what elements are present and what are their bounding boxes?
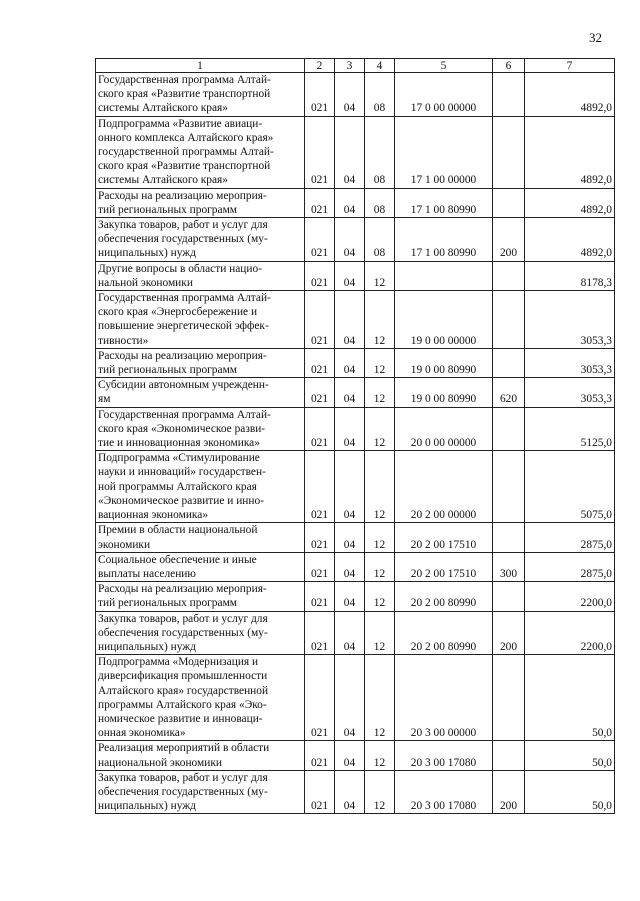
table-row (96, 523, 615, 552)
code-subsection: 12 (365, 770, 395, 814)
code-section: 04 (335, 218, 365, 262)
column-header: 2 (305, 59, 335, 73)
amount: 4892,0 (525, 218, 615, 262)
code-expense-type (493, 655, 525, 741)
code-section: 04 (335, 378, 365, 407)
code-target: 20 2 00 80990 (395, 582, 493, 611)
row-name (96, 552, 305, 581)
code-target: 17 1 00 80990 (395, 218, 493, 262)
row-name-line: Государственная программа Алтай- (98, 408, 271, 421)
code-expense-type (493, 523, 525, 552)
row-name-line: Расходы на реализацию мероприя- (98, 349, 267, 362)
code-section: 04 (335, 741, 365, 770)
code-admin: 021 (305, 378, 335, 407)
row-name-line: ского края «Развитие транспортной (98, 160, 271, 173)
table-row (96, 611, 615, 655)
amount: 2875,0 (525, 523, 615, 552)
row-name-line: ниципальных) нужд (98, 247, 196, 260)
code-admin: 021 (305, 770, 335, 814)
row-name-line: Закупка товаров, работ и услуг для (98, 771, 268, 784)
row-name-line: Расходы на реализацию мероприя- (98, 583, 267, 596)
code-admin: 021 (305, 407, 335, 451)
table-row (96, 552, 615, 581)
row-name-line: тивности» (98, 334, 149, 347)
column-header: 7 (525, 59, 615, 73)
row-name (96, 582, 305, 611)
code-admin: 021 (305, 451, 335, 523)
code-expense-type (493, 741, 525, 770)
code-target: 20 2 00 17510 (395, 523, 493, 552)
amount: 2200,0 (525, 611, 615, 655)
row-name-line: ского края «Энергосбережение и (98, 306, 258, 319)
code-subsection: 12 (365, 741, 395, 770)
column-header-row (96, 59, 615, 73)
row-name-line: тий региональных программ (98, 364, 237, 377)
code-admin: 021 (305, 741, 335, 770)
table-row (96, 378, 615, 407)
row-name (96, 407, 305, 451)
code-subsection: 12 (365, 611, 395, 655)
table-row (96, 291, 615, 349)
code-subsection: 12 (365, 291, 395, 349)
row-name-line: Государственная программа Алтай- (98, 74, 271, 86)
table-row (96, 348, 615, 377)
code-section: 04 (335, 611, 365, 655)
code-admin: 021 (305, 582, 335, 611)
row-name-line: онного комплекса Алтайского края» (98, 131, 274, 144)
budget-table (95, 58, 615, 814)
code-section: 04 (335, 261, 365, 290)
row-name-line: нальной экономики (98, 276, 193, 289)
column-header: 1 (96, 59, 305, 73)
row-name-line: Закупка товаров, работ и услуг для (98, 219, 268, 232)
row-name-line: онная экономика» (98, 727, 186, 740)
row-name-line: выплаты населению (98, 567, 196, 580)
amount: 5125,0 (525, 407, 615, 451)
table-row (96, 116, 615, 188)
code-expense-type (493, 73, 525, 117)
row-name-line: ского края «Развитие транспортной (98, 88, 271, 101)
code-subsection: 12 (365, 261, 395, 290)
code-subsection: 12 (365, 582, 395, 611)
row-name-line: национальной экономики (98, 756, 222, 769)
code-admin: 021 (305, 261, 335, 290)
code-subsection: 08 (365, 116, 395, 188)
row-name-line: ского края «Экономическое разви- (98, 422, 266, 435)
table-row (96, 218, 615, 262)
code-admin: 021 (305, 655, 335, 741)
row-name-line: программы Алтайского края «Эко- (98, 698, 267, 711)
table-row (96, 261, 615, 290)
code-section: 04 (335, 348, 365, 377)
code-subsection: 08 (365, 188, 395, 217)
code-target: 19 0 00 80990 (395, 348, 493, 377)
row-name (96, 188, 305, 217)
row-name (96, 261, 305, 290)
row-name-line: ной программы Алтайского края (98, 480, 257, 493)
code-expense-type: 200 (493, 611, 525, 655)
row-name-line: системы Алтайского края» (98, 174, 228, 187)
row-name-line: обеспечения государственных (му- (98, 785, 268, 798)
row-name-line: Подпрограмма «Развитие авиаци- (98, 117, 263, 130)
row-name-line: ниципальных) нужд (98, 800, 196, 813)
row-name-line: номическое развитие и инноваци- (98, 712, 263, 725)
code-target: 17 1 00 80990 (395, 188, 493, 217)
code-admin: 021 (305, 348, 335, 377)
code-admin: 021 (305, 116, 335, 188)
row-name-line: тий региональных программ (98, 597, 237, 610)
table-row (96, 655, 615, 741)
row-name (96, 73, 305, 117)
code-target: 17 1 00 00000 (395, 116, 493, 188)
code-subsection: 12 (365, 523, 395, 552)
row-name (96, 348, 305, 377)
row-name-line: науки и инноваций» государствен- (98, 466, 266, 479)
row-name (96, 378, 305, 407)
amount: 5075,0 (525, 451, 615, 523)
row-name-line: Реализация мероприятий в области (98, 742, 270, 755)
row-name-line: диверсификация промышленности (98, 670, 268, 683)
code-subsection: 12 (365, 378, 395, 407)
amount: 4892,0 (525, 188, 615, 217)
code-subsection: 12 (365, 407, 395, 451)
code-expense-type (493, 116, 525, 188)
code-subsection: 12 (365, 552, 395, 581)
row-name-line: Государственная программа Алтай- (98, 292, 271, 305)
row-name (96, 291, 305, 349)
row-name-line: повышение энергетической эффек- (98, 320, 269, 333)
amount: 8178,3 (525, 261, 615, 290)
row-name-line: ям (98, 393, 111, 406)
row-name-line: Расходы на реализацию мероприя- (98, 189, 267, 202)
code-expense-type (493, 451, 525, 523)
code-admin: 021 (305, 291, 335, 349)
amount: 2875,0 (525, 552, 615, 581)
table-row (96, 73, 615, 117)
code-target (395, 261, 493, 290)
row-name-line: ниципальных) нужд (98, 640, 196, 653)
code-section: 04 (335, 655, 365, 741)
table-row (96, 188, 615, 217)
column-header: 5 (395, 59, 493, 73)
code-admin: 021 (305, 523, 335, 552)
row-name (96, 116, 305, 188)
row-name-line: Подпрограмма «Стимулирование (98, 452, 260, 465)
code-admin: 021 (305, 188, 335, 217)
row-name-line: вационная экономика» (98, 509, 209, 522)
row-name-line: Другие вопросы в области нацио- (98, 262, 262, 275)
table-row (96, 582, 615, 611)
row-name-line: государственной программы Алтай- (98, 146, 274, 159)
code-section: 04 (335, 582, 365, 611)
code-admin: 021 (305, 218, 335, 262)
amount: 50,0 (525, 655, 615, 741)
code-target: 20 2 00 17510 (395, 552, 493, 581)
row-name-line: Закупка товаров, работ и услуг для (98, 612, 268, 625)
code-section: 04 (335, 291, 365, 349)
row-name (96, 770, 305, 814)
row-name-line: Премии в области национальной (98, 524, 258, 537)
column-header: 3 (335, 59, 365, 73)
code-target: 20 3 00 00000 (395, 655, 493, 741)
amount: 50,0 (525, 770, 615, 814)
row-name-line: Социальное обеспечение и иные (98, 553, 257, 566)
row-name (96, 655, 305, 741)
code-target: 19 0 00 00000 (395, 291, 493, 349)
amount: 3053,3 (525, 291, 615, 349)
row-name (96, 218, 305, 262)
row-name-line: Подпрограмма «Модернизация и (98, 656, 259, 669)
code-section: 04 (335, 770, 365, 814)
row-name-line: системы Алтайского края» (98, 102, 228, 115)
row-name (96, 611, 305, 655)
row-name-line: экономики (98, 538, 151, 551)
code-target: 20 2 00 80990 (395, 611, 493, 655)
code-subsection: 12 (365, 451, 395, 523)
code-section: 04 (335, 552, 365, 581)
code-target: 17 0 00 00000 (395, 73, 493, 117)
row-name-line: обеспечения государственных (му- (98, 626, 268, 639)
code-target: 20 3 00 17080 (395, 770, 493, 814)
code-expense-type: 300 (493, 552, 525, 581)
code-section: 04 (335, 188, 365, 217)
column-header: 6 (493, 59, 525, 73)
row-name-line: тие и инновационная экономика» (98, 437, 260, 450)
amount: 2200,0 (525, 582, 615, 611)
table-row (96, 741, 615, 770)
row-name-line: Субсидии автономным учрежденн- (98, 379, 269, 392)
amount: 4892,0 (525, 73, 615, 117)
code-target: 20 2 00 00000 (395, 451, 493, 523)
page-number: 32 (589, 30, 602, 45)
code-target: 20 3 00 17080 (395, 741, 493, 770)
code-expense-type (493, 582, 525, 611)
code-section: 04 (335, 451, 365, 523)
code-admin: 021 (305, 611, 335, 655)
code-section: 04 (335, 73, 365, 117)
table-row (96, 451, 615, 523)
code-subsection: 08 (365, 73, 395, 117)
amount: 50,0 (525, 741, 615, 770)
row-name (96, 741, 305, 770)
amount: 3053,3 (525, 348, 615, 377)
table-row (96, 407, 615, 451)
row-name-line: Алтайского края» государственной (98, 684, 269, 697)
code-admin: 021 (305, 552, 335, 581)
code-expense-type (493, 407, 525, 451)
code-subsection: 12 (365, 655, 395, 741)
row-name (96, 523, 305, 552)
code-expense-type: 200 (493, 218, 525, 262)
code-target: 19 0 00 80990 (395, 378, 493, 407)
code-expense-type: 200 (493, 770, 525, 814)
code-expense-type (493, 261, 525, 290)
code-expense-type: 620 (493, 378, 525, 407)
code-subsection: 08 (365, 218, 395, 262)
column-header: 4 (365, 59, 395, 73)
code-subsection: 12 (365, 348, 395, 377)
amount: 3053,3 (525, 378, 615, 407)
code-section: 04 (335, 116, 365, 188)
amount: 4892,0 (525, 116, 615, 188)
code-section: 04 (335, 407, 365, 451)
row-name-line: «Экономическое развитие и инно- (98, 494, 264, 507)
row-name-line: тий региональных программ (98, 203, 237, 216)
code-expense-type (493, 291, 525, 349)
code-admin: 021 (305, 73, 335, 117)
code-section: 04 (335, 523, 365, 552)
code-expense-type (493, 348, 525, 377)
code-expense-type (493, 188, 525, 217)
row-name-line: обеспечения государственных (му- (98, 233, 268, 246)
table-row (96, 770, 615, 814)
code-target: 20 0 00 00000 (395, 407, 493, 451)
row-name (96, 451, 305, 523)
